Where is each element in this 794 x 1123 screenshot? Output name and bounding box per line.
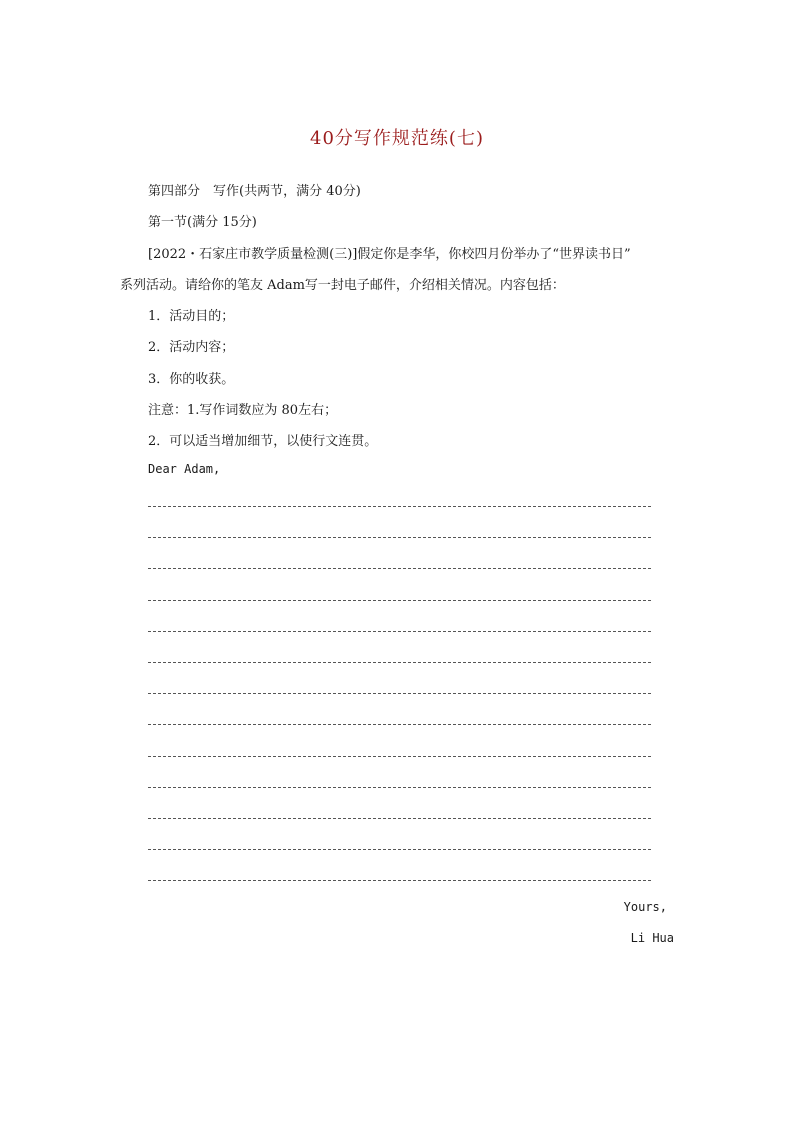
subsection-header: 第一节(满分 15分) (148, 215, 257, 230)
writing-line (148, 662, 651, 663)
writing-line (148, 568, 651, 569)
closing: Yours, (623, 900, 667, 914)
writing-line (148, 756, 651, 757)
writing-line (148, 537, 651, 538)
salutation: Dear Adam, (148, 462, 221, 476)
note-details: 2．可以适当增加细节，以使行文连贯。 (148, 434, 378, 449)
signature: Li Hua (630, 931, 674, 945)
writing-line (148, 849, 651, 850)
list-item-content: 2．活动内容； (148, 340, 235, 355)
writing-line (148, 600, 651, 601)
note-word-count: 注意：1.写作词数应为 80左右； (148, 403, 338, 418)
page-title: 40分写作规范练(七) (310, 128, 484, 149)
writing-line (148, 880, 651, 881)
writing-line (148, 818, 651, 819)
section-header: 第四部分 写作(共两节，满分 40分) (148, 184, 361, 199)
prompt-line-2: 系列活动。请给你的笔友 Adam写一封电子邮件，介绍相关情况。内容包括： (120, 278, 565, 293)
writing-line (148, 724, 651, 725)
list-item-gains: 3．你的收获。 (148, 372, 235, 387)
list-item-purpose: 1．活动目的； (148, 309, 235, 324)
writing-line (148, 693, 651, 694)
writing-line (148, 631, 651, 632)
writing-line (148, 787, 651, 788)
writing-line (148, 506, 651, 507)
prompt-line-1: [2022・石家庄市教学质量检测(三)]假定你是李华，你校四月份举办了“世界读书日” (148, 247, 631, 262)
